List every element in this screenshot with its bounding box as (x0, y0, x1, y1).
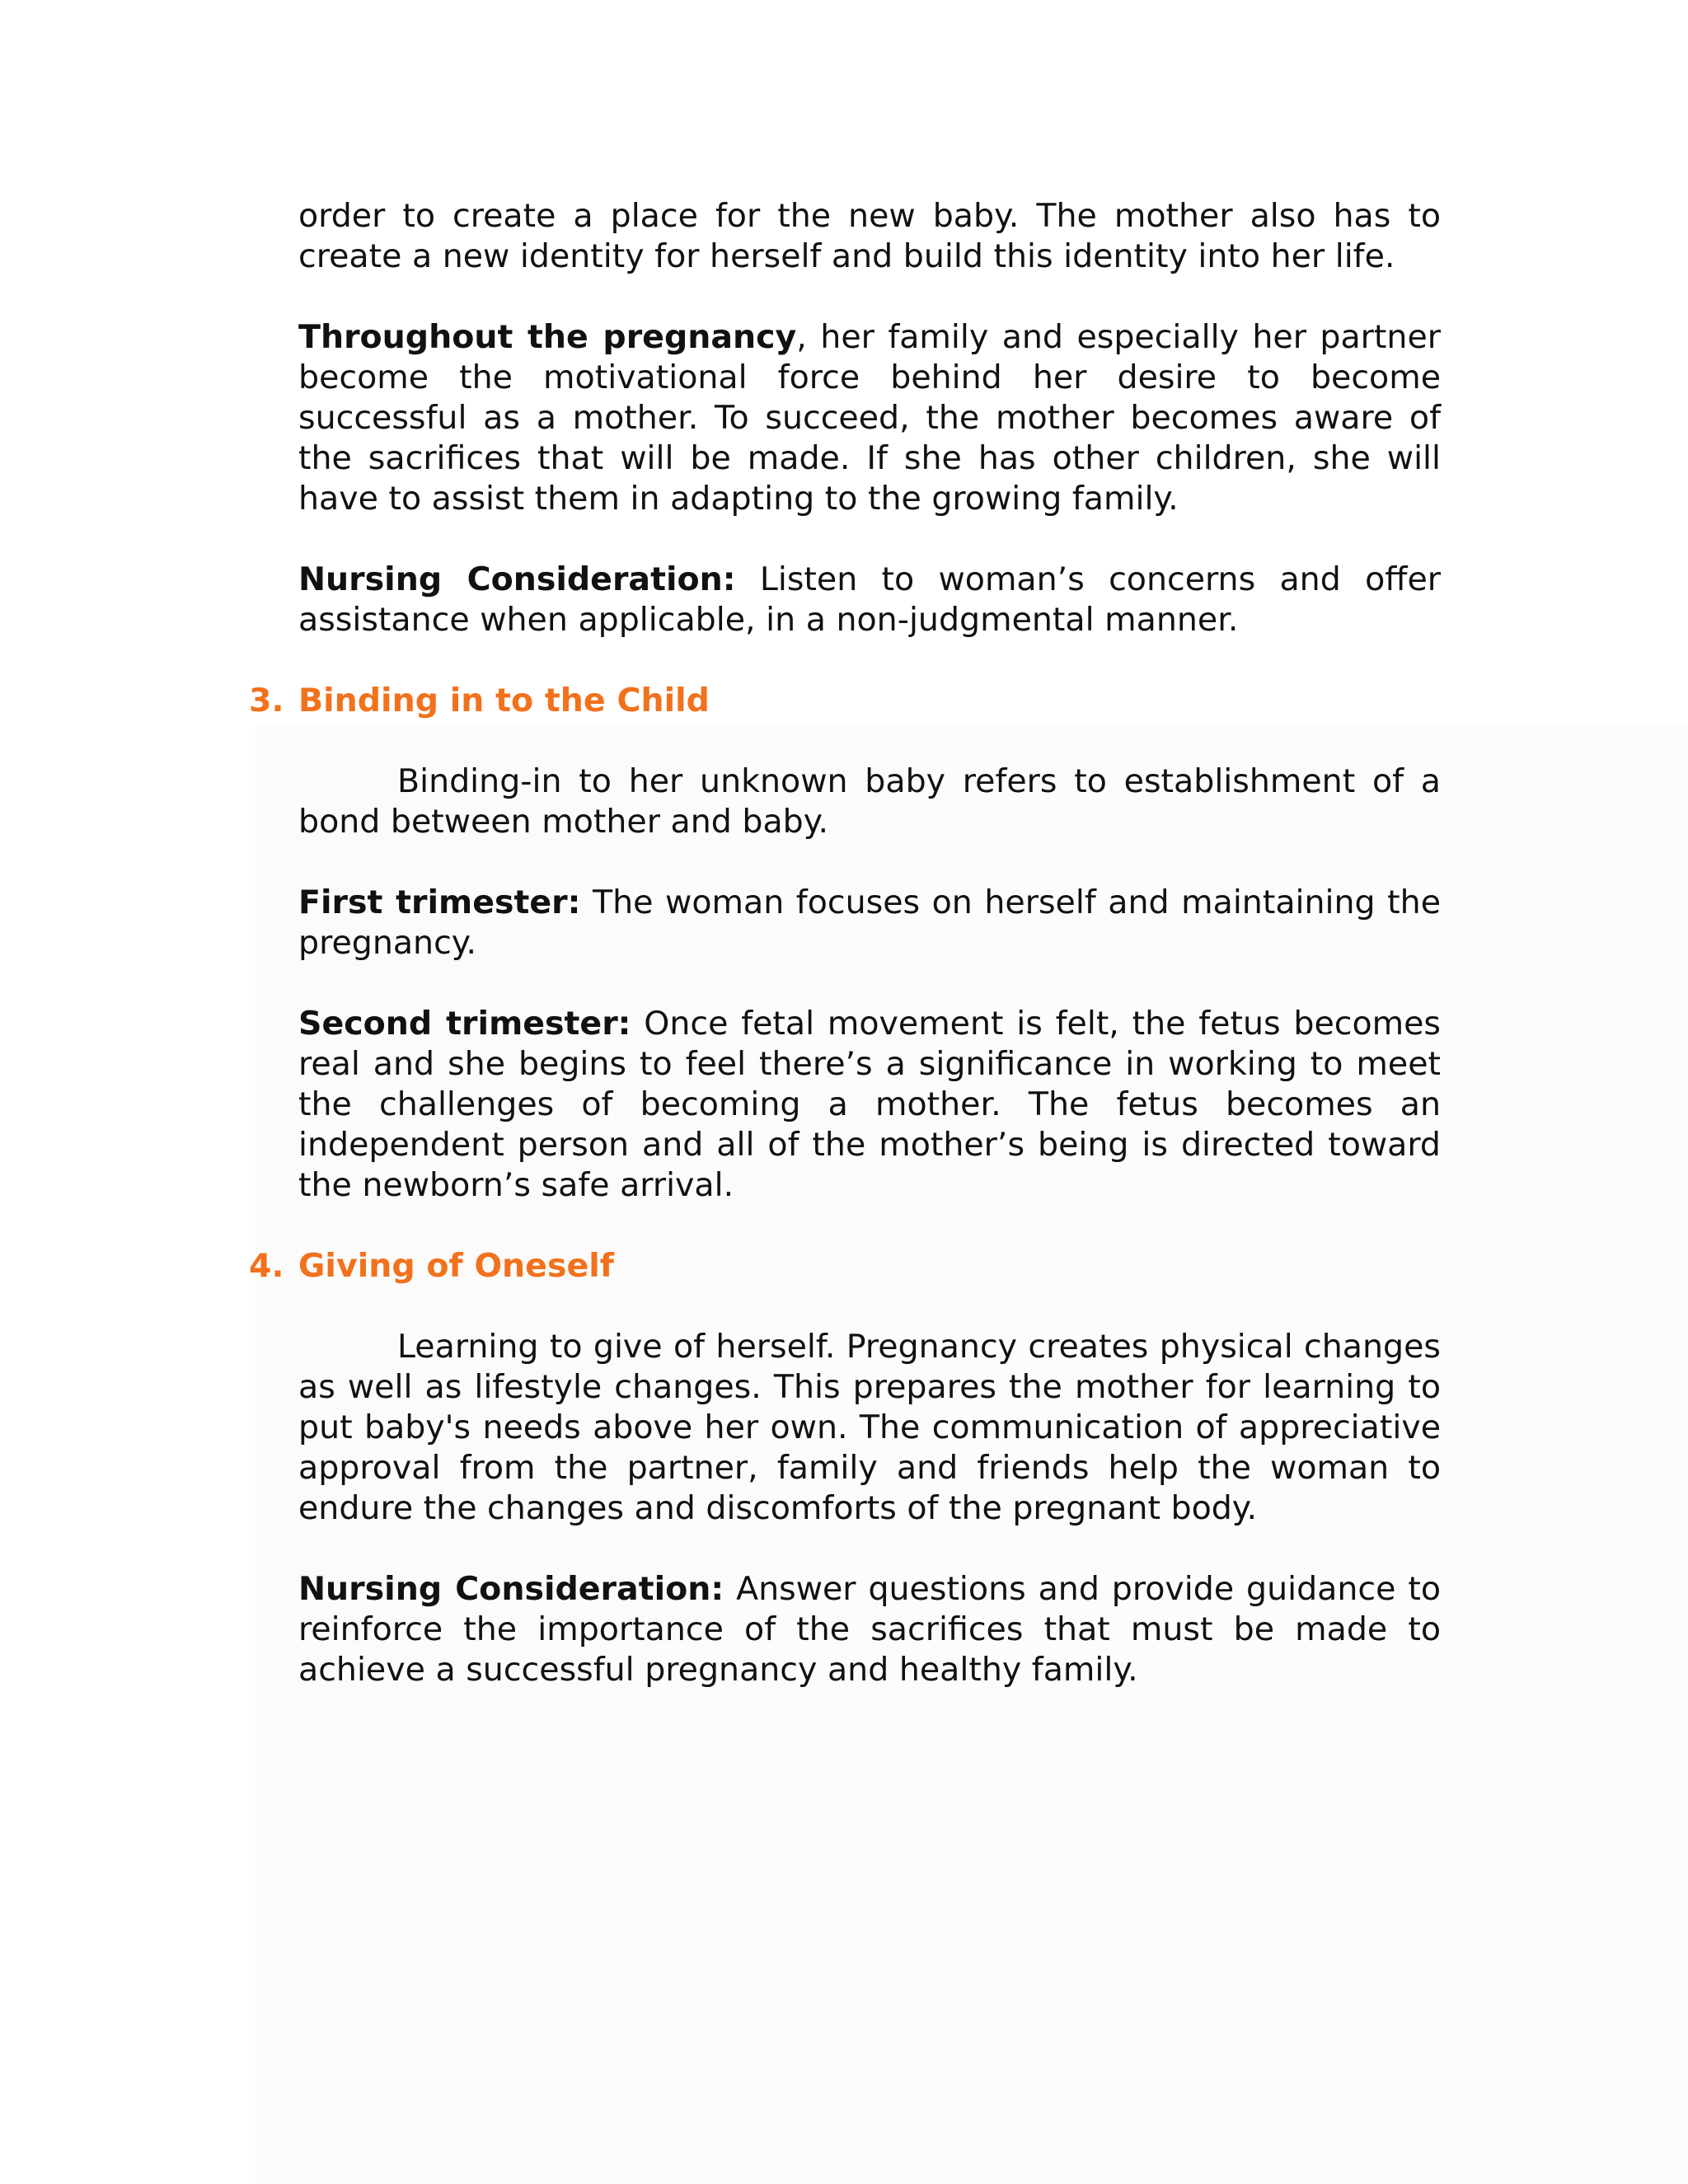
binding-intro-paragraph (298, 762, 1441, 842)
giving-intro-paragraph (298, 1327, 1441, 1529)
throughout-label: Throughout the pregnancy (298, 318, 797, 356)
throughout-paragraph (298, 317, 1441, 519)
nursing-consideration-text: Listen to woman’s concerns and offer assistance when applicable, in a non-judgmental manner. (298, 560, 1441, 639)
nursing-consideration-text: Answer questions and provide guidance to reinforce the importance of the sacrifices that must be made to achieve a successful pregnancy and healthy family. (298, 1570, 1441, 1689)
first-trimester-paragraph (298, 883, 1441, 963)
section-title: Binding in to the Child (298, 682, 710, 719)
giving-intro-text: Learning to give of herself. Pregnancy creates physical changes as well as lifestyle changes. This prepares the mother for learning to put baby's needs above her own. The communication of appreciative approval from the partner, family and friends help the woman to endure the changes and discomforts of the pregnant body. (298, 1328, 1441, 1527)
second-trimester-text: Once fetal movement is felt, the fetus becomes real and she begins to feel there’s a significance in working to meet the challenges of becoming a mother. The fetus becomes an independent person and all of the mother’s being is directed toward the newborn’s safe arrival. (298, 1005, 1441, 1204)
section-number: 4. (249, 1247, 284, 1285)
nursing-consideration-label: Nursing Consideration: (298, 560, 736, 598)
throughout-text: , her family and especially her partner become the motivational force behind her desire to become successful as a mother. To succeed, the mother becomes aware of the sacrifices that will be made. If she has other children, she will have to assist them in adapting to the growing family. (298, 318, 1441, 518)
section-heading-binding (249, 681, 1441, 721)
binding-intro-text: Binding-in to her unknown baby refers to establishment of a bond between mother and baby. (298, 762, 1441, 841)
document-body (249, 196, 1441, 1690)
section-heading-giving (249, 1246, 1441, 1286)
nursing-consideration-label: Nursing Consideration: (298, 1570, 724, 1608)
nursing-consideration-paragraph (298, 1569, 1441, 1690)
first-trimester-text: The woman focuses on herself and maintaining the pregnancy. (298, 883, 1441, 962)
second-trimester-label: Second trimester: (298, 1005, 631, 1043)
intro-paragraph (298, 196, 1441, 277)
second-trimester-paragraph (298, 1004, 1441, 1206)
nursing-consideration-paragraph (298, 560, 1441, 640)
intro-text: order to create a place for the new baby. The mother also has to create a new identity for herself and build this identity into her life. (298, 197, 1441, 275)
first-trimester-label: First trimester: (298, 883, 581, 921)
section-number: 3. (249, 682, 284, 719)
section-title: Giving of Oneself (298, 1247, 614, 1285)
